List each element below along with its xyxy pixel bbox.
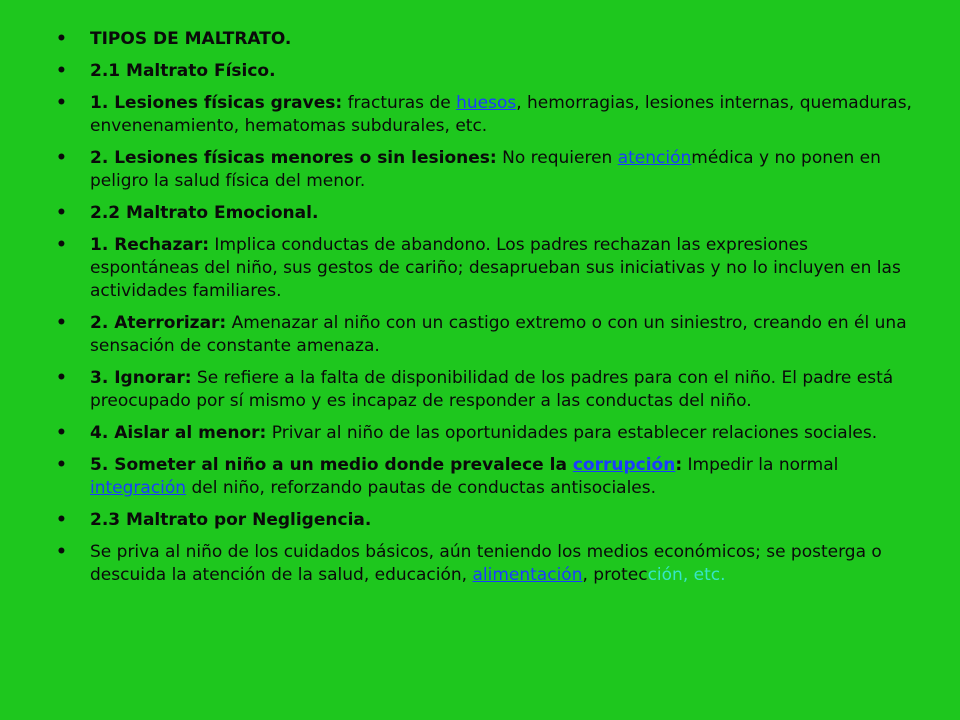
item-text: Impedir la normal	[682, 455, 839, 475]
bullet-icon: •	[56, 93, 67, 113]
list-item-rechazar	[56, 234, 916, 303]
list-item-section-negligencia	[56, 509, 916, 532]
list-item-aislar	[56, 422, 916, 445]
item-text: fracturas de	[342, 93, 457, 113]
bullet-icon: •	[56, 148, 67, 168]
item-strong: 4. Aislar al menor:	[90, 423, 267, 443]
item-text: del niño, reforzando pautas de conductas antisociales.	[186, 478, 657, 498]
list-item-ignorar	[56, 367, 916, 413]
bullet-icon: •	[56, 423, 67, 443]
bullet-icon: •	[56, 313, 67, 333]
link-alimentacion[interactable]: alimentación	[472, 565, 583, 585]
list-item-aterrorizar	[56, 312, 916, 358]
bullet-icon: •	[56, 510, 67, 530]
item-text: No requieren	[496, 148, 618, 168]
item-strong: 2.1 Maltrato Físico.	[90, 61, 276, 81]
bullet-icon: •	[56, 61, 67, 81]
list-item-heading	[56, 28, 916, 51]
item-strong: 2. Aterrorizar:	[90, 313, 227, 333]
bullet-icon: •	[56, 235, 67, 255]
item-strong: 1. Rechazar:	[90, 235, 210, 255]
item-text: Amenazar al niño con un castigo extremo o con un siniestro, creando en él una sensación de constante amenaza.	[90, 313, 907, 356]
bullet-icon: •	[56, 368, 67, 388]
item-text: Se refiere a la falta de disponibilidad de los padres para con el niño. El padre está preocupado por sí mismo y es incapaz de responder a las conductas del niño.	[90, 368, 894, 411]
item-strong: 2. Lesiones físicas menores o sin lesiones:	[90, 148, 497, 168]
link-huesos[interactable]: huesos	[456, 93, 517, 113]
item-strong: 1. Lesiones físicas graves:	[90, 93, 343, 113]
list-item-section-fisico	[56, 60, 916, 83]
list-item-someter	[56, 454, 916, 500]
bullet-icon: •	[56, 455, 67, 475]
item-text: , protec	[582, 565, 648, 585]
item-text: , hemorragias, lesiones internas, quemaduras, envenenamiento, hematomas subdurales, etc.	[90, 93, 912, 136]
bullet-icon: •	[56, 542, 67, 562]
bullet-icon: •	[56, 203, 67, 223]
item-strong: 3. Ignorar:	[90, 368, 192, 388]
item-text: Se priva al niño de los cuidados básicos, aún teniendo los medios económicos; se posterga o descuida la atención de la salud, educación,	[90, 542, 882, 585]
item-strong: 2.3 Maltrato por Negligencia.	[90, 510, 372, 530]
item-text: Implica conductas de abandono. Los padres rechazan las expresiones espontáneas del niño, sus gestos de cariño; desaprueban sus iniciativas y no lo incluyen en las actividades familiares.	[90, 235, 901, 301]
list-item-lesiones-graves	[56, 92, 916, 138]
item-text: médica y no ponen en peligro la salud física del menor.	[90, 148, 881, 191]
list-item-section-emocional	[56, 202, 916, 225]
list-item-lesiones-menores	[56, 147, 916, 193]
item-strong: :	[675, 455, 683, 475]
item-strong: 2.2 Maltrato Emocional.	[90, 203, 319, 223]
list-item-negligencia-desc	[56, 541, 916, 587]
link-atencion[interactable]: atención	[617, 148, 692, 168]
bullet-list	[56, 28, 916, 596]
item-strong: TIPOS DE MALTRATO.	[90, 29, 292, 49]
item-text: Privar al niño de las oportunidades para establecer relaciones sociales.	[266, 423, 878, 443]
item-strong: 5. Someter al niño a un medio donde prevalece la	[90, 455, 573, 475]
bullet-icon: •	[56, 29, 67, 49]
link-corrupcion[interactable]: corrupción	[572, 455, 676, 475]
item-text-faded: ción, etc.	[647, 565, 726, 585]
link-integracion[interactable]: integración	[90, 478, 187, 498]
